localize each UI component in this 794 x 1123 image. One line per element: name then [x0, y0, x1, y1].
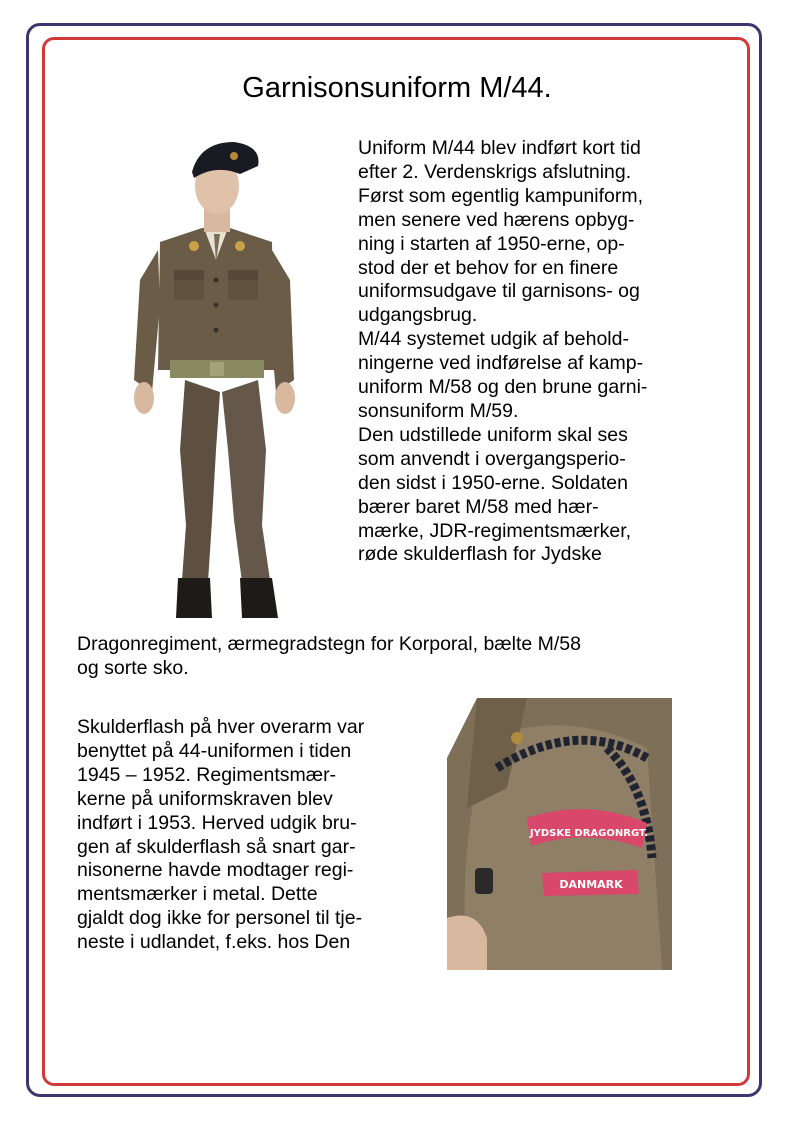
page-title: Garnisonsuniform M/44. — [242, 72, 552, 104]
text-line: den sidst i 1950-erne. Soldaten — [358, 471, 628, 494]
text-line: ningerne ved indførelse af kamp- — [358, 352, 644, 375]
shoulder-flash-photo — [447, 698, 672, 970]
text-line: røde skulderflash for Jydske — [358, 543, 602, 566]
text-line: nisonerne havde modtager regi- — [77, 859, 354, 882]
text-line: udgangsbrug. — [358, 304, 478, 327]
text-line: mærke, JDR-regimentsmærker, — [358, 519, 632, 542]
section-2-text — [77, 716, 449, 955]
text-line: efter 2. Verdenskrigs afslutning. — [358, 160, 632, 183]
text-line: sonsuniform M/59. — [358, 399, 519, 422]
text-line: Uniform M/44 blev indført kort tid — [358, 137, 641, 159]
text-line: Den udstillede uniform skal ses — [358, 423, 628, 446]
text-line: som anvendt i overgangsperio- — [358, 447, 626, 470]
text-line: indført i 1953. Herved udgik bru- — [77, 811, 357, 834]
text-line: neste i udlandet, f.eks. hos Den — [77, 931, 351, 954]
text-line: og sorte sko. — [77, 656, 189, 679]
section-1-continuation — [77, 633, 737, 681]
text-line: uniform M/58 og den brune garni- — [358, 376, 648, 399]
text-line: gen af skulderflash så snart gar- — [77, 835, 356, 858]
soldier-photo — [130, 130, 300, 622]
text-line: stod der et behov for en finere — [358, 256, 619, 279]
text-line: bærer baret M/58 med hær- — [358, 495, 599, 518]
text-line: kerne på uniformskraven blev — [77, 787, 333, 810]
flash-upper-text: JYDSKE DRAGONRGT. — [529, 828, 649, 839]
section-1-text — [358, 137, 728, 567]
text-line: uniformsudgave til garnisons- og — [358, 280, 640, 303]
text-line: Dragonregiment, ærmegradstegn for Korporal, bælte M/58 — [77, 633, 581, 655]
text-line: men senere ved hærens opbyg- — [358, 208, 635, 231]
flash-lower-text: DANMARK — [559, 878, 623, 891]
text-line: ning i starten af 1950-erne, op- — [358, 232, 625, 255]
text-line: mentsmærker i metal. Dette — [77, 883, 318, 906]
text-line: 1945 – 1952. Regimentsmær- — [77, 763, 337, 786]
text-line: benyttet på 44-uniformen i tiden — [77, 739, 352, 762]
text-line: Skulderflash på hver overarm var — [77, 716, 365, 738]
text-line: gjaldt dog ikke for personel til tje- — [77, 907, 363, 930]
text-line: Først som egentlig kampuniform, — [358, 184, 644, 207]
text-line: M/44 systemet udgik af behold- — [358, 328, 629, 351]
